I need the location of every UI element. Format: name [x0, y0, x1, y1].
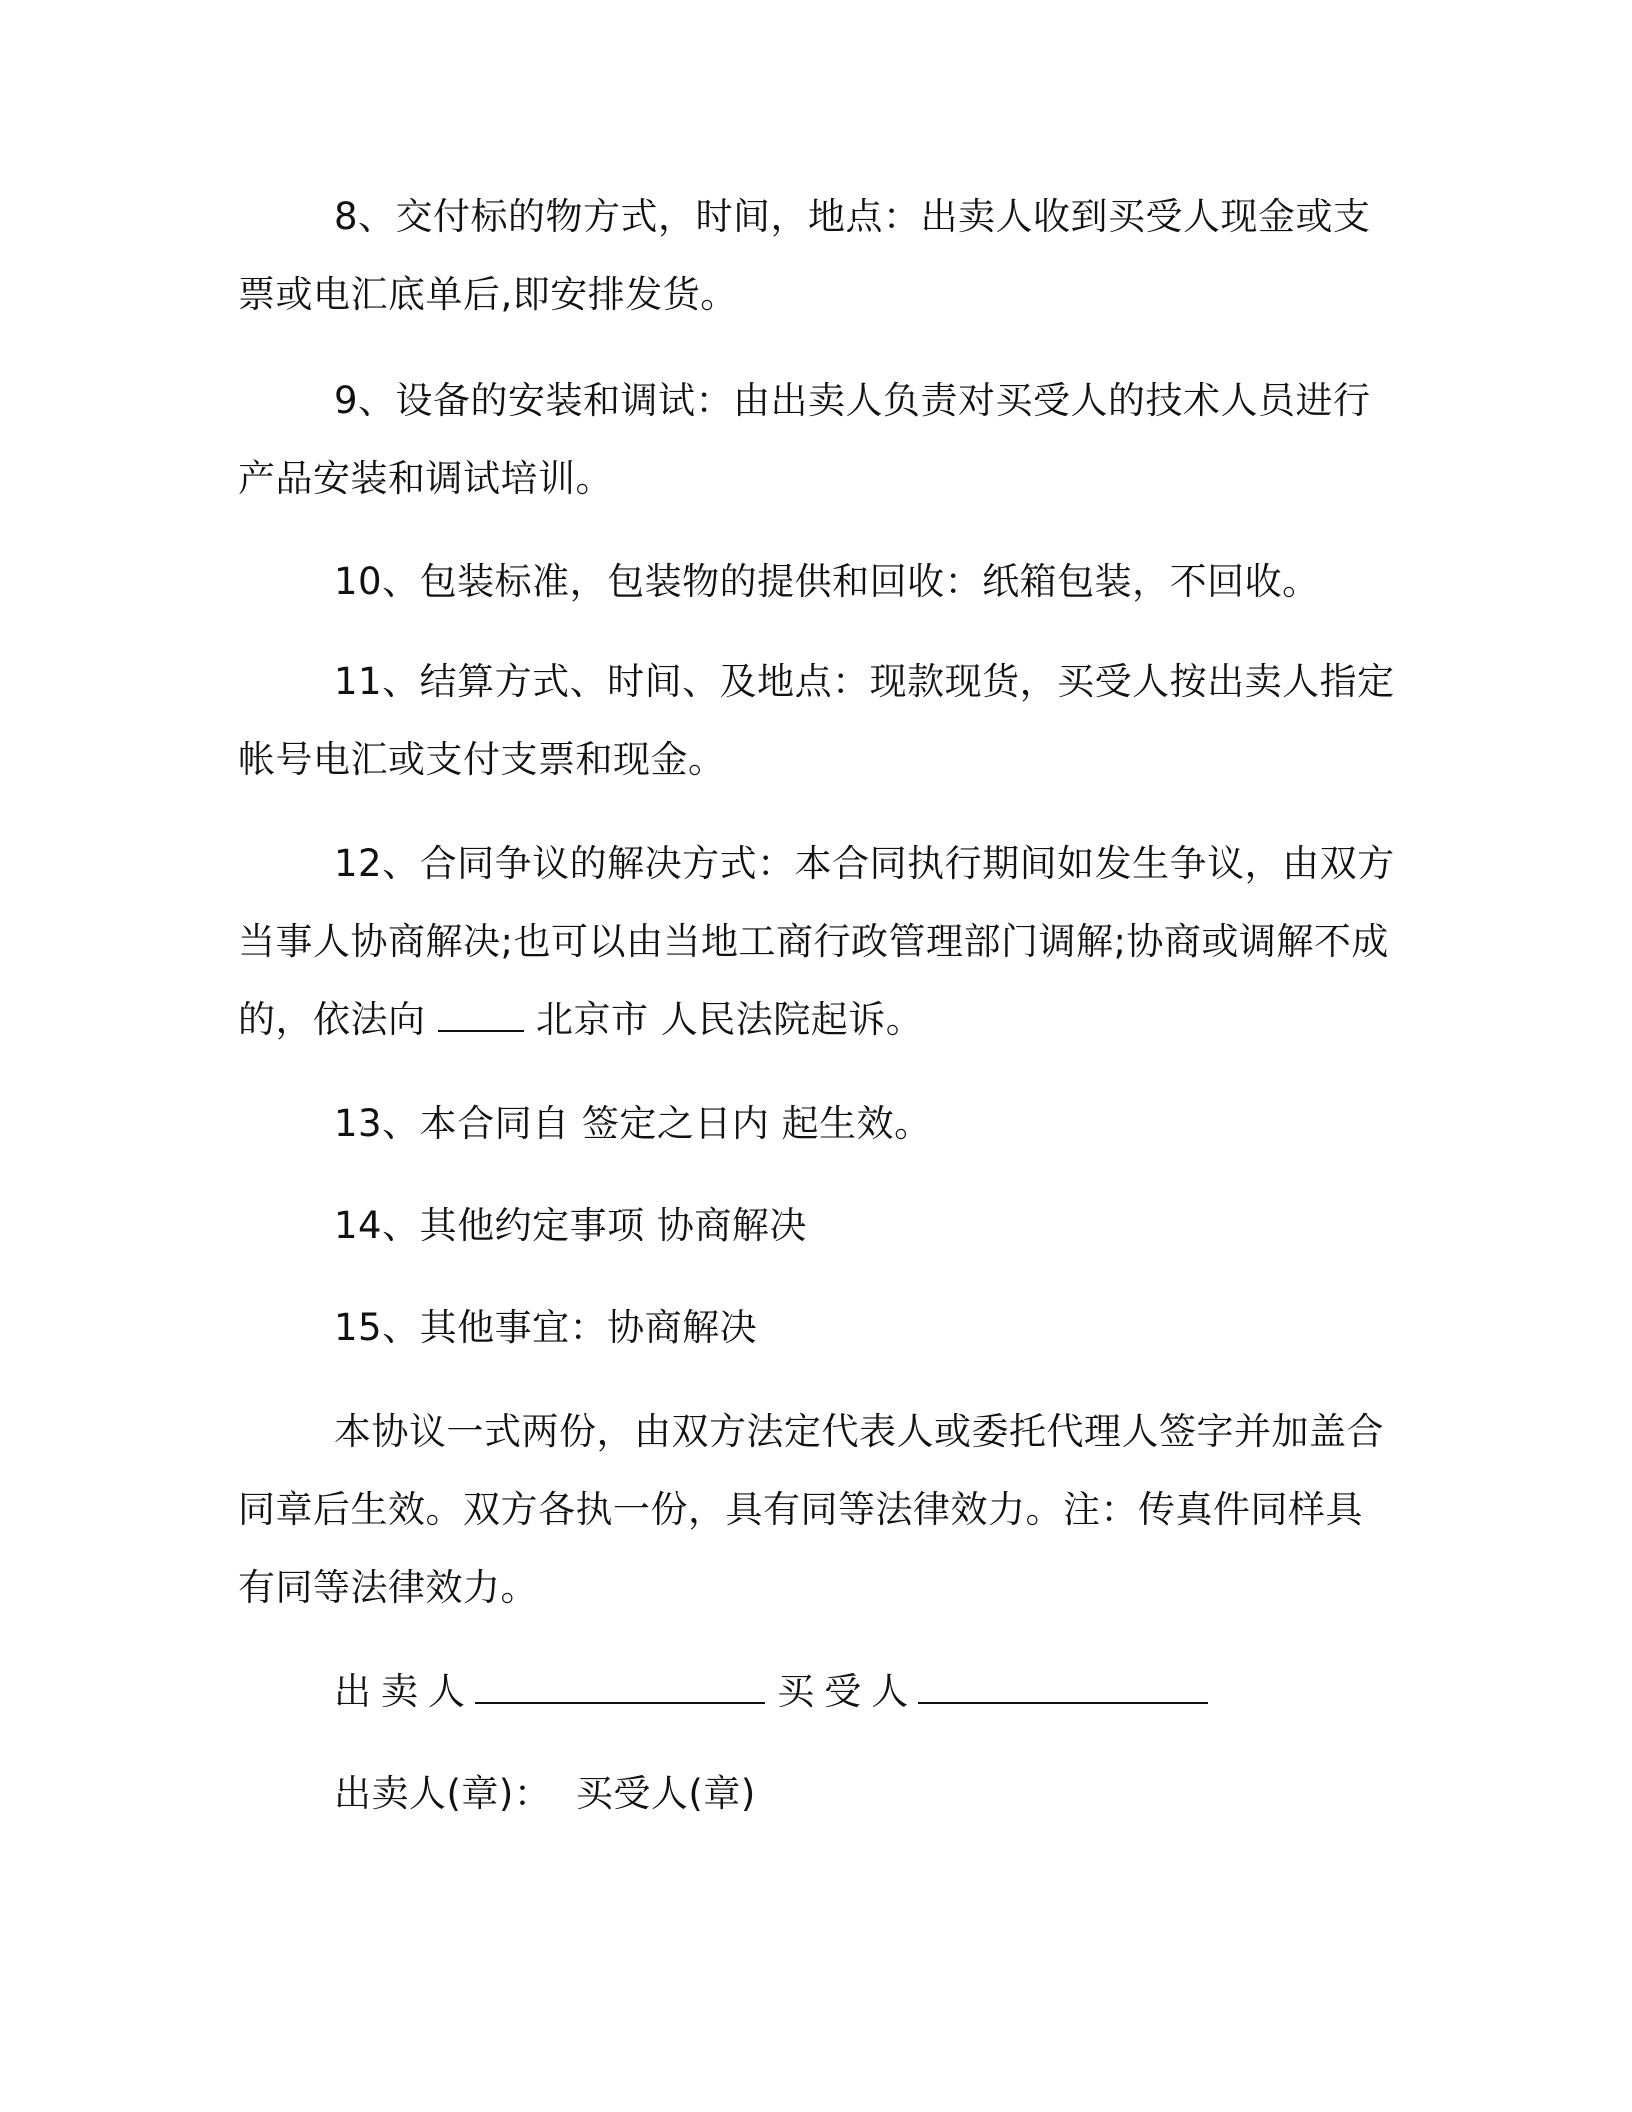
clause-10-line-1: 10、包装标准，包装物的提供和回收：纸箱包装，不回收。 — [334, 560, 1320, 603]
clause-10 — [238, 543, 1388, 621]
seal-line-block — [238, 1755, 1388, 1833]
clause-11 — [238, 643, 1395, 799]
seller-label: 出卖人 — [334, 1670, 475, 1713]
clause-8 — [238, 178, 1388, 334]
clause-9-line-2: 产品安装和调试培训。 — [238, 457, 613, 500]
clause-8-line-1: 8、交付标的物方式，时间，地点：出卖人收到买受人现金或支 — [334, 195, 1371, 238]
clause-12-line-3 — [238, 981, 1388, 1059]
clause-12-line-2: 当事人协商解决;也可以由当地工商行政管理部门调解;协商或调解不成 — [238, 920, 1389, 963]
clause-14 — [238, 1187, 1388, 1265]
closing-line-3: 有同等法律效力。 — [238, 1566, 538, 1609]
buyer-label: 买受人 — [777, 1670, 919, 1713]
clause-15 — [238, 1289, 1388, 1367]
closing-line-2: 同章后生效。双方各执一份，具有同等法律效力。注：传真件同样具 — [238, 1488, 1363, 1531]
clause-12-line-1: 12、合同争议的解决方式：本合同执行期间如发生争议，由双方 — [334, 842, 1395, 885]
signature-line — [238, 1653, 1388, 1731]
clause-14-line-1: 14、其他约定事项 协商解决 — [334, 1204, 807, 1247]
clause-12 — [238, 825, 1395, 1059]
seller-blank — [475, 1672, 765, 1704]
clause-13 — [238, 1085, 1388, 1163]
clause-9 — [238, 362, 1388, 518]
clause-11-line-2: 帐号电汇或支付支票和现金。 — [238, 738, 726, 781]
clause-15-line-1: 15、其他事宜：协商解决 — [334, 1306, 758, 1349]
closing-paragraph — [238, 1393, 1388, 1627]
clause-12-line-3-suffix: 北京市 人民法院起诉。 — [536, 998, 924, 1041]
buyer-blank — [918, 1672, 1208, 1704]
clause-9-line-1: 9、设备的安装和调试：由出卖人负责对买受人的技术人员进行 — [334, 379, 1371, 422]
signature-lines — [238, 1653, 1388, 1731]
clause-13-line-1: 13、本合同自 签定之日内 起生效。 — [334, 1102, 932, 1145]
clause-12-line-3-prefix: 的，依法向 — [238, 998, 426, 1041]
clause-11-line-1: 11、结算方式、时间、及地点：现款现货，买受人按出卖人指定 — [334, 660, 1395, 703]
court-blank — [438, 1000, 524, 1032]
closing-line-1: 本协议一式两份，由双方法定代表人或委托代理人签字并加盖合 — [334, 1410, 1384, 1453]
clause-8-line-2: 票或电汇底单后,即安排发货。 — [238, 273, 738, 316]
seal-line: 出卖人(章)： 买受人(章) — [334, 1772, 756, 1815]
